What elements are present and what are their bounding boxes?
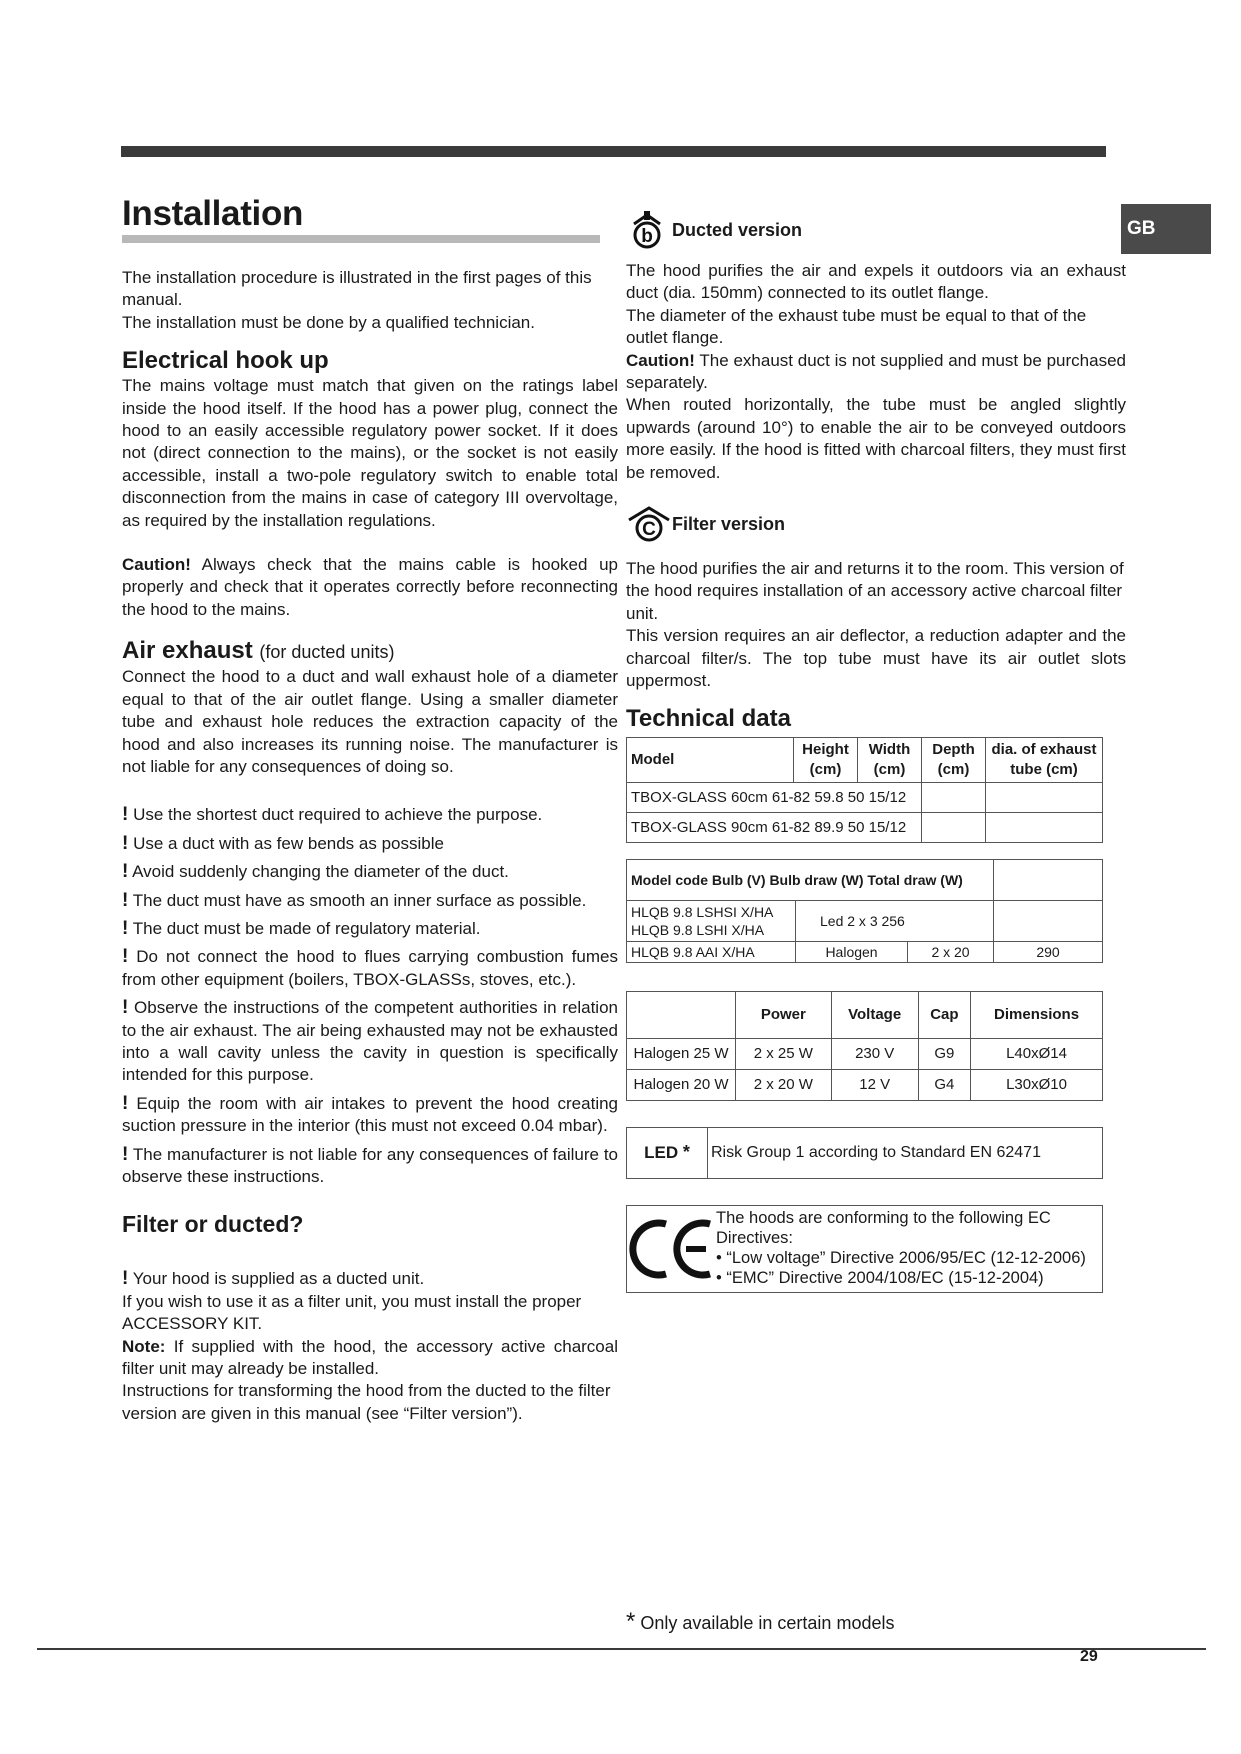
table-row: HLQB 9.8 AAI X/HA Halogen 2 x 20 290 — [627, 941, 1103, 962]
led-risk-text: Risk Group 1 according to Standard EN 62471 — [711, 1143, 1041, 1161]
table-row: HLQB 9.8 LSHSI X/HA HLQB 9.8 LSHI X/HA Led 2 x 3 256 — [627, 900, 1103, 941]
electrical-caution — [122, 554, 618, 621]
column-header: Cap — [918, 991, 970, 1038]
filter-body1: The hood purifies the air and returns it to the room. This version of the hood requires installation of an accessory active charcoal filter unit. — [626, 559, 1124, 623]
air-exhaust-body: Connect the hood to a duct and wall exhaust hole of a diameter equal to that of the air outlet flange. Using a smaller diameter tube and exhaust hole reduces the extraction capacity of the hood and also increases its running noise. The manufacturer is not liable for any consequences of doing so. — [122, 667, 618, 776]
led-risk-box — [626, 1127, 1103, 1179]
list-item: ! The duct must be made of regulatory material. — [122, 917, 481, 939]
filter-version-icon — [626, 504, 668, 544]
table-header-row — [627, 859, 1103, 900]
column-header: Model code Bulb (V) Bulb draw (W) Total draw (W) — [627, 859, 994, 900]
filter-or-ducted-heading: Filter or ducted? — [122, 1211, 304, 1238]
ce-compliance-box — [626, 1205, 1103, 1293]
intro-paragraph: The installation procedure is illustrated in the first pages of this manual. — [122, 268, 592, 310]
ducted-caution: Caution! The exhaust duct is not supplied and must be purchased separately. — [626, 350, 1126, 393]
filter-heading — [626, 504, 1126, 544]
right-column — [626, 210, 1126, 1293]
list-item: ! The duct must have as smooth an inner surface as possible. — [122, 889, 587, 911]
language-tab: GB — [1121, 204, 1211, 254]
list-item: ! Observe the instructions of the competent authorities in relation to the air exhaust. The air being exhausted may not be exhausted into a wall cavity unless the cavity in question is specifically intended for this purpose. — [122, 997, 618, 1085]
list-item: ! Avoid suddenly changing the diameter of the duct. — [122, 861, 509, 883]
air-exhaust-sub: (for ducted units) — [259, 642, 395, 663]
bottom-rule — [37, 1648, 1206, 1650]
column-header: dia. of exhaust tube (cm) — [986, 737, 1103, 782]
ducted-version-icon — [626, 210, 668, 250]
list-item: ! Equip the room with air intakes to prevent the hood creating suction pressure in the interior (this must not exceed 0.04 mbar). — [122, 1092, 619, 1136]
caution-text: Always check that the mains cable is hooked up properly and check that it operates correctly before reconnecting the hood to the mains. — [122, 555, 618, 619]
filter-or-ducted-note: Note: If supplied with the hood, the accessory active charcoal filter unit may already be installed. — [122, 1336, 618, 1379]
list-item: ! The manufacturer is not liable for any consequences of failure to observe these instructions. — [122, 1143, 618, 1186]
title-rule — [122, 235, 600, 243]
table-row: Halogen 20 W 2 x 20 W 12 V G4 L30xØ10 — [627, 1069, 1103, 1100]
ducted-body3: When routed horizontally, the tube must be angled slightly upwards (around 10°) to enable the air to be conveyed outdoors more easily. If the hood is fitted with charcoal filters, they must first be removed. — [626, 395, 1126, 482]
page-number: 29 — [1080, 1648, 1098, 1665]
ducted-heading — [626, 210, 1126, 250]
table-header-row — [627, 991, 1103, 1038]
svg-text:b: b — [641, 226, 653, 247]
table-header-row — [627, 737, 1103, 782]
left-column — [122, 195, 618, 1425]
bulb-table — [626, 859, 1103, 963]
electrical-body: The mains voltage must match that given on the ratings label inside the hood itself. If the hood has a power plug, connect the hood to an easily accessible regulatory power socket. If it does not (direct connection to the mains), or the socket is not easily accessible, install a two-pole regulatory switch to enable total disconnection from the mains in case of category III overvoltage, as required by the installation regulations. — [122, 376, 618, 530]
lamp-power-table — [626, 991, 1103, 1101]
column-header: Height (cm) — [794, 737, 858, 782]
ce-mark-icon — [627, 1206, 716, 1292]
electrical-heading: Electrical hook up — [122, 347, 329, 375]
filter-title: Filter version — [672, 513, 786, 534]
air-exhaust-title: Air exhaust — [122, 637, 253, 665]
model-dimensions-table — [626, 737, 1103, 843]
ducted-body2: The diameter of the exhaust tube must be equal to that of the outlet flange. — [626, 305, 1087, 348]
filter-or-ducted-line1: ! Your hood is supplied as a ducted unit. — [122, 1268, 425, 1290]
page-title: Installation — [122, 194, 304, 233]
footnote: * Only available in certain models — [626, 1608, 895, 1635]
caution-label: Caution! — [122, 555, 191, 575]
ducted-body1: The hood purifies the air and expels it outdoors via an exhaust duct (dia. 150mm) connected to its outlet flange. — [626, 261, 1126, 303]
ducted-title: Ducted version — [672, 219, 803, 240]
filter-or-ducted-line2: If you wish to use it as a filter unit, you must install the proper ACCESSORY KIT. — [122, 1291, 582, 1334]
list-item: ! Use the shortest duct required to achieve the purpose. — [122, 804, 543, 826]
column-header: Dimensions — [971, 991, 1103, 1038]
column-header: Depth (cm) — [922, 737, 986, 782]
filter-or-ducted-line3: Instructions for transforming the hood from the ducted to the filter version are given in this manual (see “Filter version”). — [122, 1381, 611, 1423]
air-exhaust-list — [122, 804, 618, 1188]
ce-text: The hoods are conforming to the following EC Directives: • “Low voltage” Directive 2006/95/EC (12-12-2006) • “EMC” Directive 2004/108/EC (15-12-2004) — [716, 1208, 1086, 1287]
intro-technician: The installation must be done by a qualified technician. — [122, 312, 535, 332]
top-rule — [121, 146, 1106, 157]
list-item: ! Use a duct with as few bends as possible — [122, 832, 444, 854]
air-exhaust-heading — [122, 637, 618, 666]
column-header: Voltage — [831, 991, 918, 1038]
technical-data-heading: Technical data — [626, 704, 791, 732]
filter-body2: This version requires an air deflector, a reduction adapter and the charcoal filter/s. The top tube must have its air outlet slots uppermost. — [626, 626, 1126, 691]
table-row: TBOX-GLASS 90cm 61-82 89.9 50 15/12 — [627, 812, 1103, 842]
list-item: ! Do not connect the hood to flues carrying combustion fumes from other equipment (boilers, TBOX-GLASSs, stoves, etc.). — [122, 946, 618, 989]
column-header: Width (cm) — [858, 737, 922, 782]
column-header: Model — [627, 737, 794, 782]
column-header: Power — [736, 991, 832, 1038]
table-row: TBOX-GLASS 60cm 61-82 59.8 50 15/12 — [627, 782, 1103, 812]
table-row: Halogen 25 W 2 x 25 W 230 V G9 L40xØ14 — [627, 1038, 1103, 1069]
led-label: LED * — [627, 1128, 708, 1178]
svg-text:C: C — [642, 519, 656, 541]
